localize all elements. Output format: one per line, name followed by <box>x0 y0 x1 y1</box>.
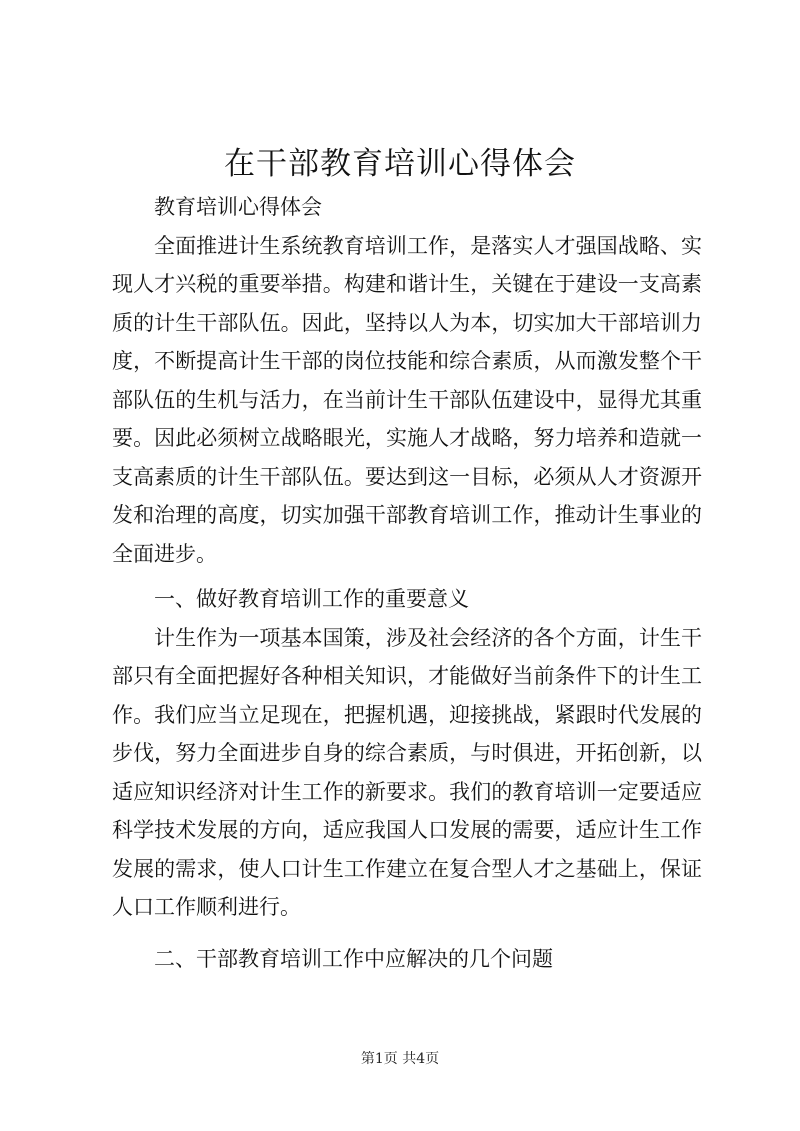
document-body <box>112 188 702 978</box>
document-title: 在干部教育培训心得体会 <box>224 146 576 182</box>
section-heading-2: 二、干部教育培训工作中应解决的几个问题 <box>154 946 553 971</box>
section-heading-1: 一、做好教育培训工作的重要意义 <box>154 587 469 611</box>
page-footer: 第1页 共4页 <box>360 1051 440 1067</box>
intro-paragraph: 全面推进计生系统教育培训工作，是落实人才强国战略、实现人才兴税的重要举措。构建和谐计生，关键在于建设一支高素质的计生干部队伍。因此，坚持以人为本，切实加大干部培训力度，不断提高计生干部的岗位技能和综合素质，从而激发整个干部队伍的生机与活力，在当前计生干部队伍建设中，显得尤其重要。因此必须树立战略眼光，实施人才战略，努力培养和造就一支高素质的计生干部队伍。要达到这一目标，必须从人才资源开发和治理的高度，切实加强干部教育培训工作，推动计生事业的全面进步。 <box>112 233 702 566</box>
subtitle-paragraph: 教育培训心得体会 <box>154 195 322 219</box>
section-1-paragraph: 计生作为一项基本国策，涉及社会经济的各个方面，计生干部只有全面把握好各种相关知识，才能做好当前条件下的计生工作。我们应当立足现在，把握机遇，迎接挑战，紧跟时代发展的步伐，努力全面进步自身的综合素质，与时俱进，开拓创新，以适应知识经济对计生工作的新要求。我们的教育培训一定要适应科学技术发展的方向，适应我国人口发展的需要，适应计生工作发展的需求，使人口计生工作建立在复合型人才之基础上，保证人口工作顺利进行。 <box>112 625 702 919</box>
